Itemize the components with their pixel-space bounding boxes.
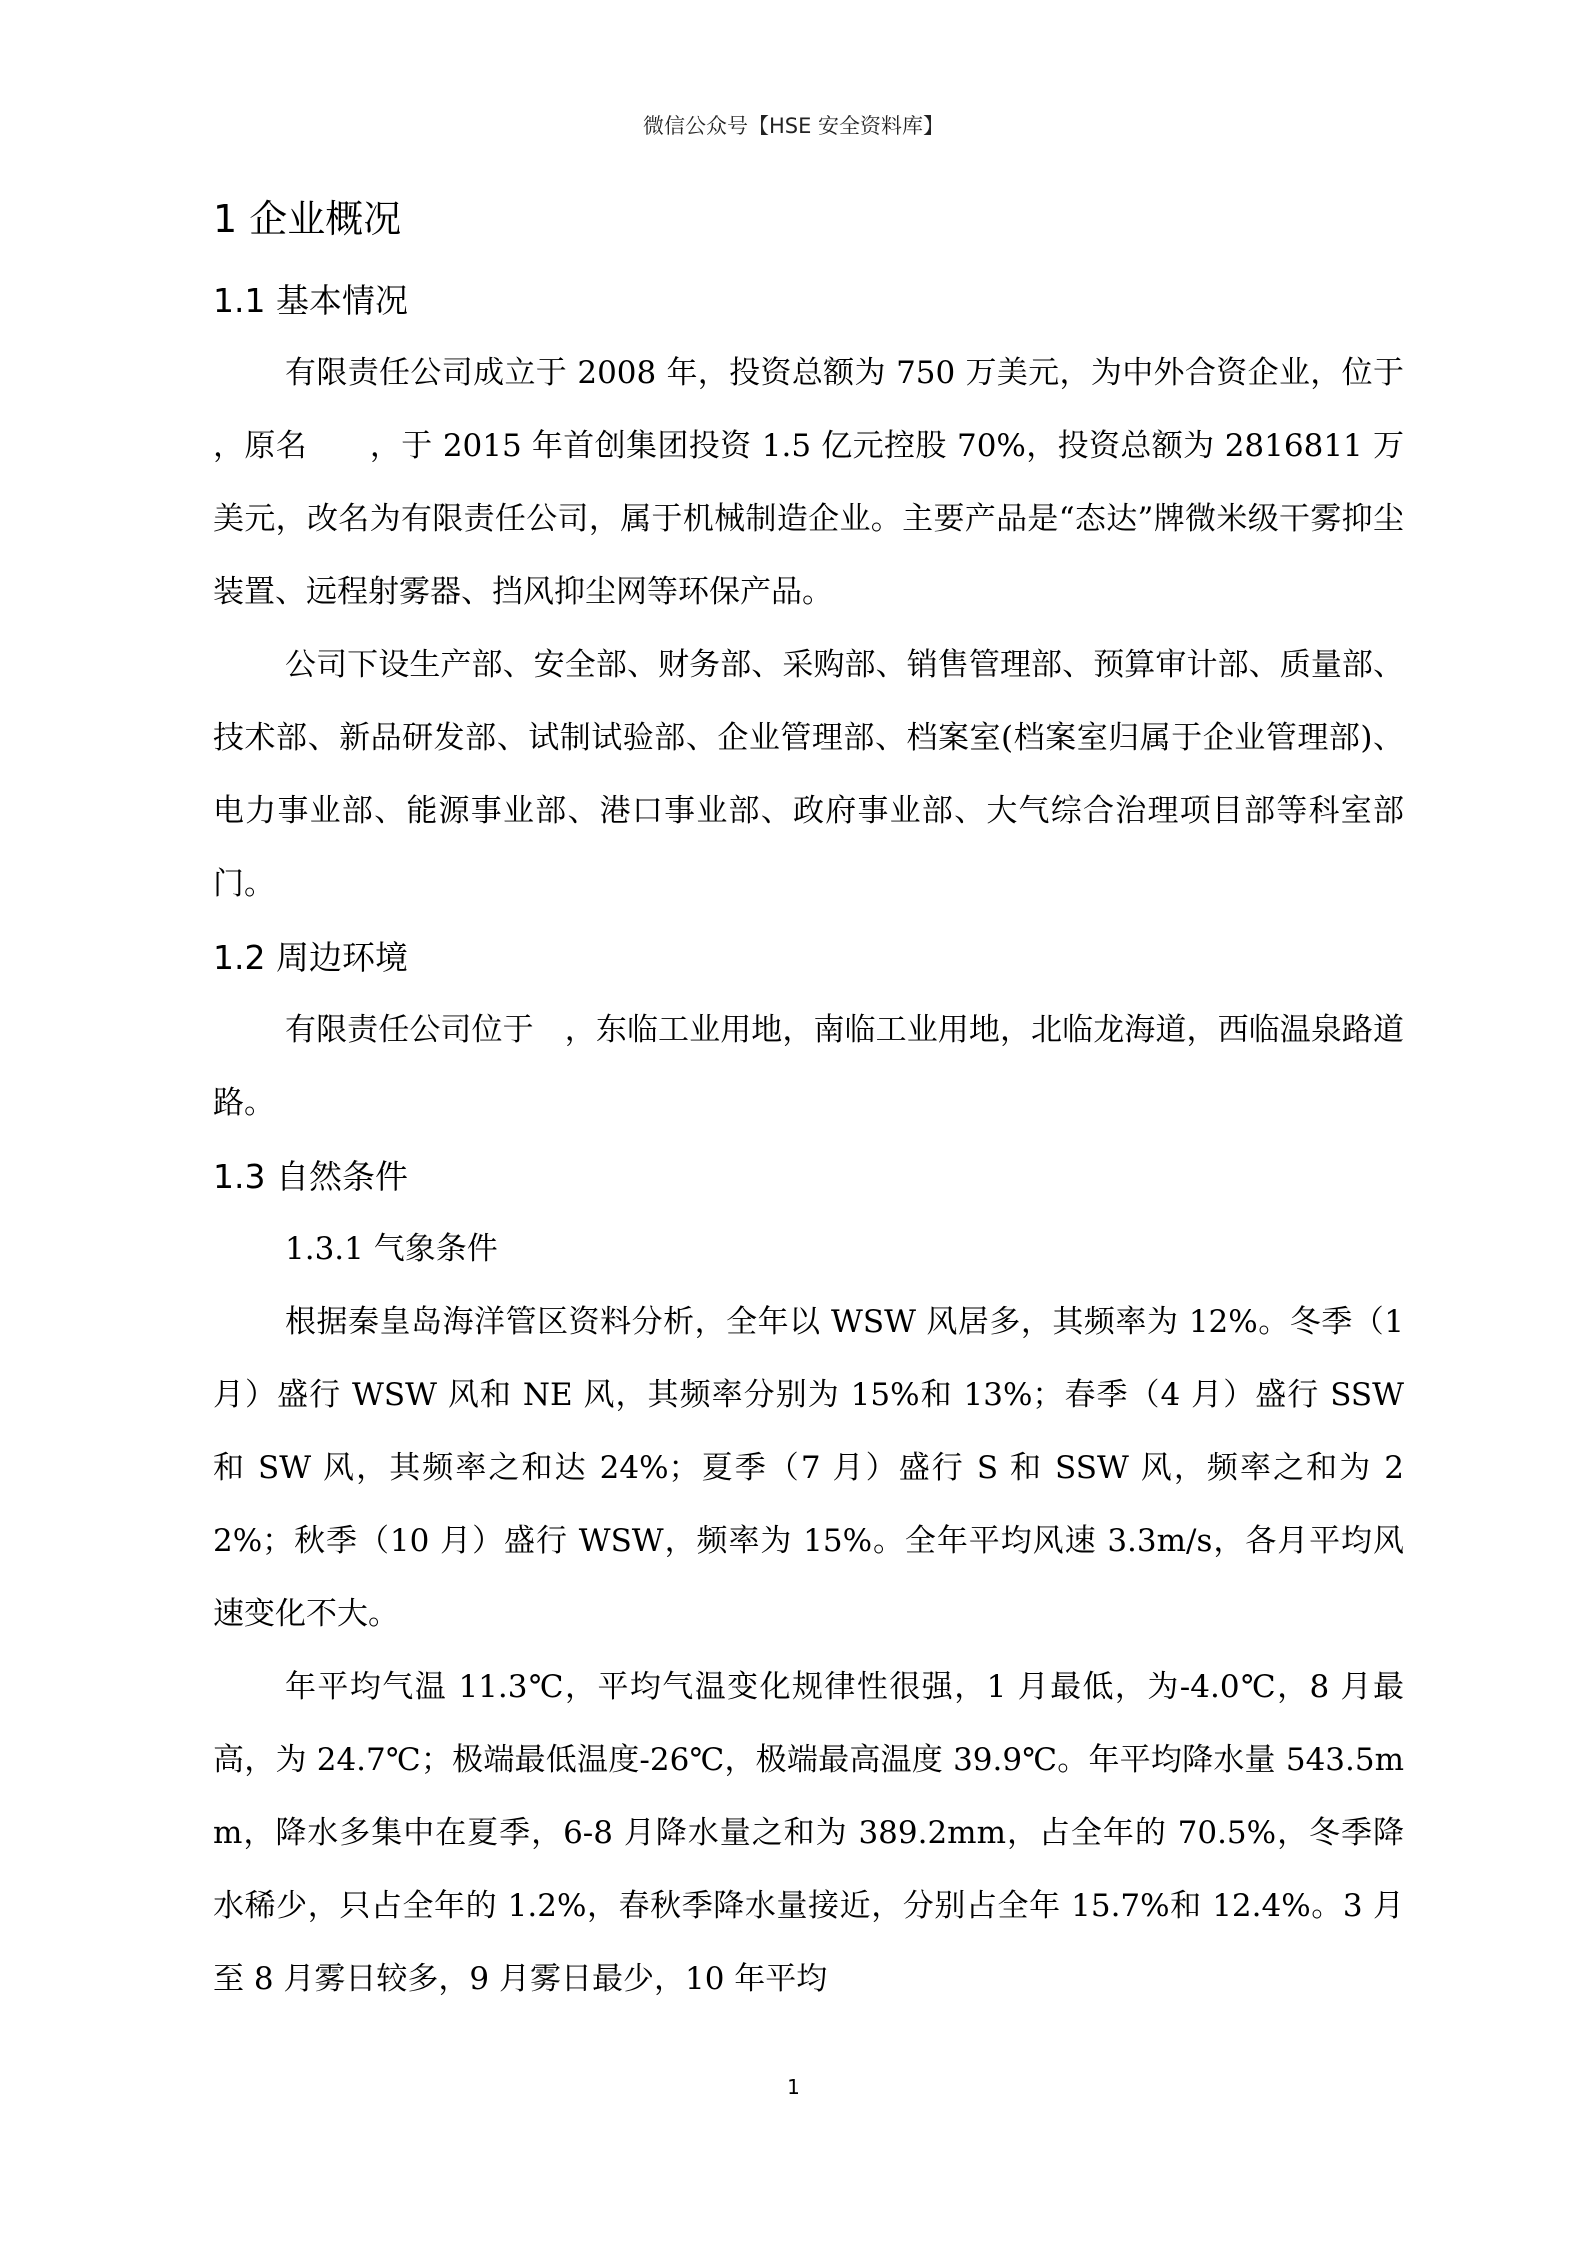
paragraph-temperature: 年平均气温 11.3℃，平均气温变化规律性很强，1 月最低，为-4.0℃，8 月最高，为 24.7℃；极端最低温度-26℃，极端最高温度 39.9℃。年平均降水量 543.5mm，降水多集中在夏季，6-8 月降水量之和为 389.2mm，占全年的 70.5%，冬季降水稀少，只占全年的 1.2%，春秋季降水量接近，分别占全年 15.7%和 12.4%。3 月至 8 月雾日较多，9 月雾日最少，10 年平均 — [213, 1669, 1404, 1997]
section-1-3-title: 1.3 自然条件 — [213, 1157, 408, 1196]
section-1-2-title: 1.2 周边环境 — [213, 938, 408, 977]
page-content — [213, 190, 1466, 2016]
paragraph-basic-info: 有限责任公司成立于 2008 年，投资总额为 750 万美元，为中外合资企业，位于 ，原名 ，于 2015 年首创集团投资 1.5 亿元控股 70%，投资总额为 2816811 万美元，改名为有限责任公司，属于机械制造企业。主要产品是“态达”牌微米级干雾抑尘装置、远程射雾器、挡风抑尘网等环保产品。 — [213, 355, 1466, 610]
page-header: 微信公众号【HSE 安全资料库】 — [642, 114, 945, 138]
paragraph-departments: 公司下设生产部、安全部、财务部、采购部、销售管理部、预算审计部、质量部、技术部、新品研发部、试制试验部、企业管理部、档案室(档案室归属于企业管理部)、电力事业部、能源事业部、港口事业部、政府事业部、大气综合治理项目部等科室部门。 — [213, 647, 1404, 902]
paragraph-surroundings: 有限责任公司位于 ，东临工业用地，南临工业用地，北临龙海道，西临温泉路道路。 — [213, 1012, 1404, 1121]
section-1-1-title: 1.1 基本情况 — [213, 281, 408, 320]
section-1-title: 1 企业概况 — [213, 197, 402, 241]
section-1-3-1-title: 1.3.1 气象条件 — [285, 1231, 498, 1267]
paragraph-wind: 根据秦皇岛海洋管区资料分析，全年以 WSW 风居多，其频率为 12%。冬季（1 月）盛行 WSW 风和 NE 风，其频率分别为 15%和 13%；春季（4 月）盛行 SSW 和 SW 风，其频率之和达 24%；夏季（7 月）盛行 S 和 SSW 风，频率之和为 22%；秋季（10 月）盛行 WSW，频率为 15%。全年平均风速 3.3m/s，各月平均风速变化不大。 — [213, 1304, 1404, 1632]
page-number: 1 — [787, 2075, 800, 2099]
